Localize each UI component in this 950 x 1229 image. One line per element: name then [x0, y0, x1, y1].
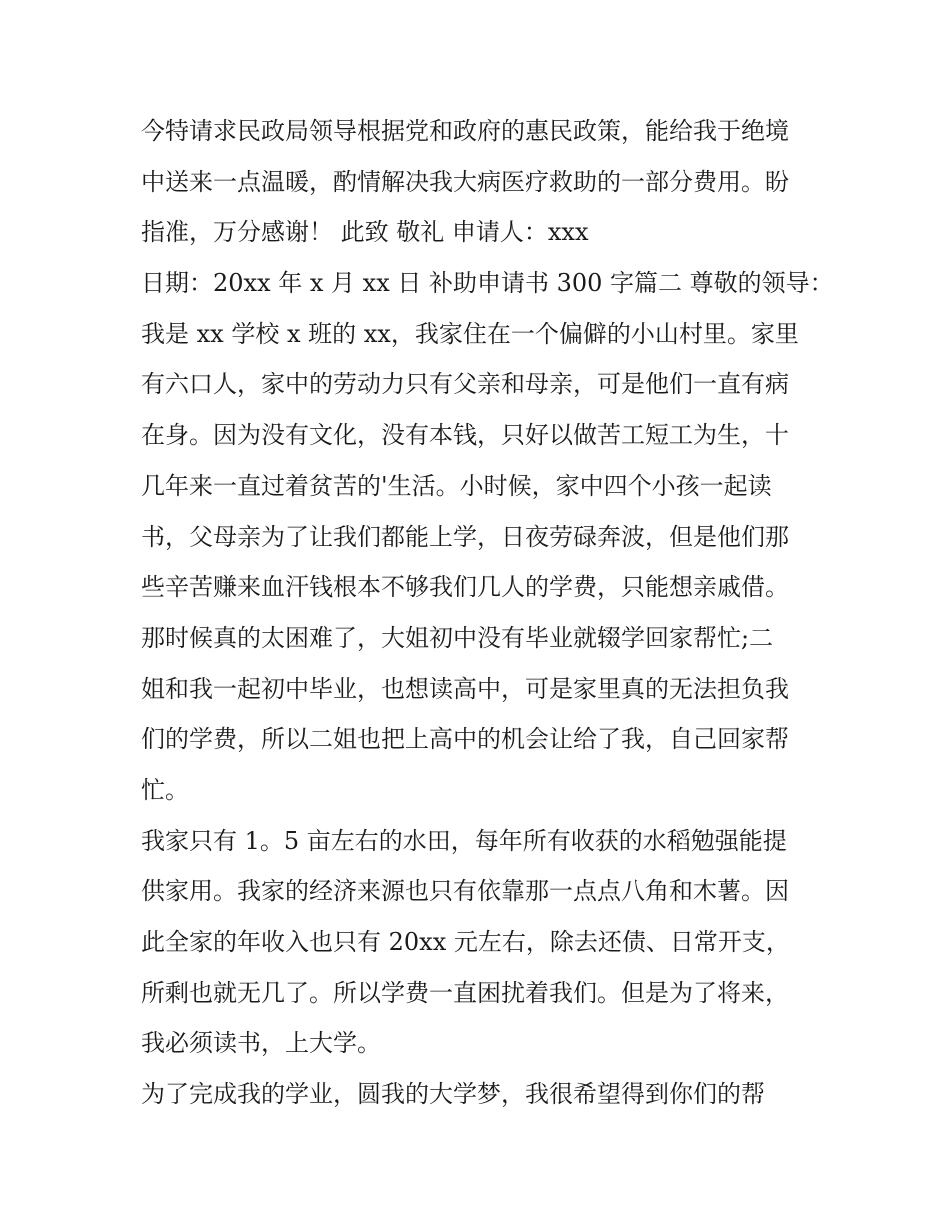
text-line: 些辛苦赚来血汗钱根本不够我们几人的学费，只能想亲戚借。	[141, 573, 789, 602]
text-line: 有六口人，家中的劳动力只有父亲和母亲，可是他们一直有病	[141, 370, 789, 399]
text-line: 我是 xx 学校 x 班的 xx，我家住在一个偏僻的小山村里。家里	[141, 319, 799, 348]
text-line: 我必须读书，上大学。	[141, 1029, 381, 1058]
text-line: 指准，万分感谢！ 此致 敬礼 申请人：xxx	[141, 218, 589, 247]
text-line: 在身。因为没有文化，没有本钱，只好以做苦工短工为生，十	[141, 421, 789, 450]
text-line: 今特请求民政局领导根据党和政府的惠民政策，能给我于绝境	[141, 117, 789, 145]
text-line: 那时候真的太困难了，大姐初中没有毕业就辍学回家帮忙;二	[141, 623, 774, 652]
text-line: 中送来一点温暖，酌情解决我大病医疗救助的一部分费用。盼	[141, 167, 789, 196]
text-line: 此全家的年收入也只有 20xx 元左右，除去还债、日常开支，	[141, 928, 790, 956]
text-line: 所剩也就无几了。所以学费一直困扰着我们。但是为了将来，	[141, 978, 789, 1007]
text-line: 我家只有 1。5 亩左右的水田，每年所有收获的水稻勉强能提	[141, 826, 787, 855]
text-line: 几年来一直过着贫苦的'生活。小时候，家中四个小孩一起读	[141, 471, 772, 500]
text-line: 们的学费，所以二姐也把上高中的机会让给了我，自己回家帮	[141, 725, 789, 754]
text-line: 日期：20xx 年 x 月 xx 日 补助申请书 300 字篇二 尊敬的领导：	[141, 269, 834, 298]
text-line: 为了完成我的学业，圆我的大学梦，我很希望得到你们的帮	[141, 1080, 765, 1109]
text-line: 姐和我一起初中毕业，也想读高中，可是家里真的无法担负我	[141, 674, 789, 703]
text-line: 供家用。我家的经济来源也只有依靠那一点点八角和木薯。因	[141, 877, 789, 906]
document-body	[141, 110, 834, 1124]
text-line: 书，父母亲为了让我们都能上学，日夜劳碌奔波，但是他们那	[141, 522, 789, 551]
text-line: 忙。	[141, 775, 189, 804]
